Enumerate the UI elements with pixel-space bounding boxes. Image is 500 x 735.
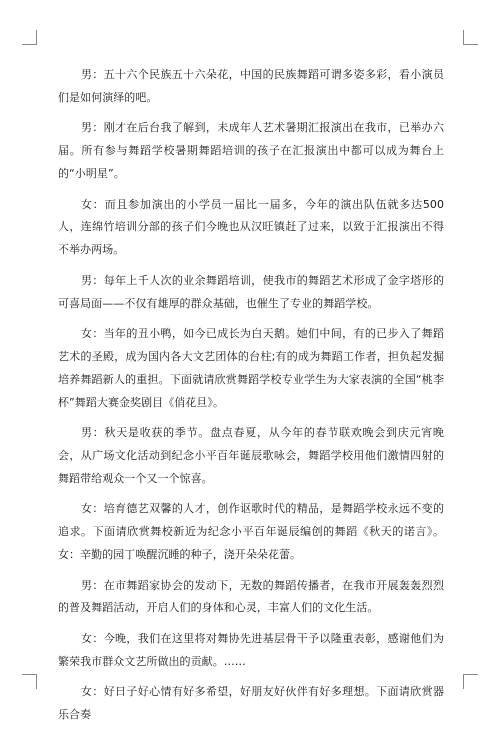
paragraph-8: 男：在市舞蹈家协会的发动下，无数的舞蹈传播者，在我市开展轰轰烈烈的普及舞蹈活动，开启人们的身体和心灵，丰富人们的文化生活。 (58, 578, 444, 615)
crop-mark-top-left (22, 30, 37, 45)
paragraph-5: 女：当年的丑小鸭，如今已成长为白天鹅。她们中间，有的已步入了舞蹈艺术的圣殿，成为国内各大文艺团体的台柱;有的成为舞蹈工作者，担负起发掘培养舞蹈新人的重担。下面就请欣赏舞蹈学校专业学生为大家表演的全国“桃李杯”舞蹈大赛金奖剧目《俏花旦》。 (58, 327, 444, 409)
crop-mark-bottom-left (22, 674, 37, 689)
paragraph-3: 女：而且参加演出的小学员一届比一届多，今年的演出队伍就多达500人，连绵竹培训分部的孩子们今晚也从汉旺镇赶了过来，以致于汇报演出不得不举办两场。 (58, 197, 444, 257)
paragraph-9: 女：今晚，我们在这里将对舞协先进基层骨干予以隆重表彰，感谢他们为繁荣我市群众文艺所做出的贡献。…… (58, 631, 444, 668)
document-body (58, 64, 444, 735)
paragraph-2: 男：刚才在后台我了解到，未成年人艺术暑期汇报演出在我市，已举办六届。所有参与舞蹈学校暑期舞蹈培训的孩子在汇报演出中都可以成为舞台上的“小明星”。 (58, 121, 444, 180)
paragraph-1: 男：五十六个民族五十六朵花，中国的民族舞蹈可谓多姿多彩，看小演员们是如何演绎的吧。 (58, 68, 444, 104)
paragraph-4: 男：每年上千人次的业余舞蹈培训，使我市的舞蹈艺术形成了金字塔形的可喜局面——不仅有雄厚的群众基础，也催生了专业的舞蹈学校。 (58, 273, 444, 310)
paragraph-6: 男：秋天是收获的季节。盘点春夏，从今年的春节联欢晚会到庆元宵晚会，从广场文化活动到纪念小平百年诞辰歌咏会，舞蹈学校用他们激情四射的舞蹈带给观众一个又一个惊喜。 (58, 426, 444, 485)
paragraph-7: 女：培育德艺双馨的人才，创作讴歌时代的精品，是舞蹈学校永远不变的追求。下面请欣赏舞校新近为纪念小平百年诞辰编创的舞蹈《秋天的诺言》。女：辛勤的园丁唤醒沉睡的种子，浇开朵朵花蕾。 (58, 502, 444, 561)
paragraph-10: 女：好日子好心情有好多希望，好朋友好伙伴有好多理想。下面请欣赏器乐合奏 (58, 685, 444, 722)
crop-mark-top-right (463, 30, 478, 45)
crop-mark-bottom-right (463, 674, 478, 689)
